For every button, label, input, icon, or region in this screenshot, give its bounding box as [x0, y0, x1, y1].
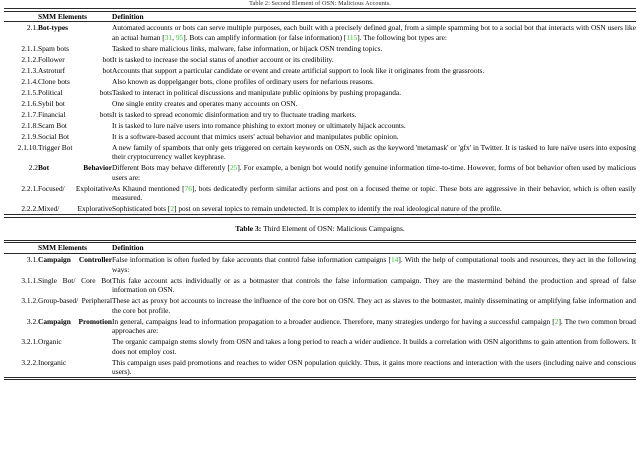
row-label: Single Bot/ Core Bot [38, 275, 112, 285]
citation-link[interactable]: 31 [164, 32, 173, 42]
row-label: Sybil bot [38, 98, 65, 108]
table-row [4, 336, 636, 356]
row-number: 2.1.7. [21, 109, 38, 119]
table-row [4, 43, 636, 54]
table-row [4, 131, 636, 142]
row-number: 2.1. [26, 23, 38, 33]
row-number: 2.1.2. [21, 54, 38, 64]
citation-link[interactable]: 95 [175, 32, 184, 42]
table3-caption [4, 218, 636, 240]
row-number: 3.2. [26, 316, 38, 326]
table-row [4, 76, 636, 87]
row-label: Astroturf bot [38, 65, 112, 75]
row-definition: A new family of spambots that only gets triggered on certain keywords on OSN, such as the keyword 'metamask' or 'gfx' in Twitter. It is tasked to lure naïve users into exposing their cryptocurrency wallet keyphrase. [112, 143, 636, 162]
table1-header-spacer [4, 12, 38, 21]
table-row [4, 315, 636, 335]
row-label: Financial bots [38, 109, 112, 119]
row-definition: False information is often fueled by fake accounts that control false information campaigns [14]. With the help of computational tools and resources, they act in the following ways: [112, 255, 636, 274]
table-row [4, 142, 636, 162]
row-number: 2.1.6. [21, 98, 38, 108]
row-label: Trigger Bot [38, 143, 73, 152]
row-definition: Also known as doppelganger bots, clone profiles of ordinary users for nefarious reasons. [112, 76, 374, 86]
table-row [4, 295, 636, 315]
row-definition: Automated accounts or bots can serve multiple purposes, each built with a precisely defined goal, from a simple spamming bot to a social bot that interacts with OSN users like an actual human [31, 95]. Bots can amplify information (or false information) [115]. The following bot types are: [112, 23, 636, 42]
table-row [4, 203, 636, 214]
table2-header-definition: Definition [112, 243, 144, 253]
row-label: Social Bot [38, 131, 69, 141]
table-row [4, 254, 636, 274]
row-number: 3.1.2. [21, 296, 38, 306]
row-definition: Accounts that support a particular candidate or event and create artificial support to look like it originates from the grassroots. [112, 65, 485, 75]
row-number: 2.2 [28, 163, 38, 173]
row-definition: This fake account acts individually or as a botmaster that controls the false information campaign. They are the mastermind behind the production and spread of false information on OSN. [112, 275, 636, 295]
citation-link[interactable]: 115 [346, 32, 358, 42]
row-number: 2.2.1. [21, 183, 38, 193]
row-definition: One single entity creates and operates many accounts on OSN. [112, 98, 298, 108]
row-definition: It is tasked to spread economic disinformation and try to fluctuate trading markets. [112, 109, 357, 119]
row-definition: In general, campaigns lead to information propagation to a broader audience. Therefore, many strategies undergo for having a successful campaign [2]. The two common broad approaches are: [112, 316, 636, 336]
row-number: 3.2.2. [21, 357, 38, 367]
clipped-previous-caption: Table 2: Second Element of OSN: Malicious Accounts. [249, 0, 391, 7]
row-number: 2.1.10. [17, 143, 38, 152]
table3-caption-prefix: Table 3: [235, 224, 262, 234]
row-number: 2.2.2. [21, 204, 38, 214]
table-row [4, 65, 636, 76]
table-row [4, 162, 636, 182]
row-label: Campaign Controller [38, 255, 112, 265]
row-label: Campaign Promotion [38, 316, 112, 326]
row-number: 2.1.3. [21, 65, 38, 75]
row-definition: These act as proxy bot accounts to increase the influence of the core bot on OSN. They act as slaves to the botmaster, mainly disseminating or amplifying false information and the core bot profile. [112, 296, 636, 315]
row-label: Mixed/ Explorative [38, 204, 112, 214]
table-malicious-accounts [4, 8, 636, 218]
table2-header-spacer [4, 243, 38, 252]
row-number: 3.1. [26, 255, 38, 265]
row-definition: Tasked to interact in political discussions and manipulate public opinions by pushing propaganda. [112, 87, 402, 97]
table-row [4, 109, 636, 120]
table-malicious-campaigns [4, 240, 636, 381]
table2-header-row [4, 243, 636, 252]
table1-header-definition: Definition [112, 11, 144, 21]
table1 [4, 12, 636, 21]
row-definition: Sophisticated bots [2] post on several topics to remain undetected. It is complex to identify the real ideological nature of the profile. [112, 204, 502, 214]
table2-bottom-rule [4, 377, 636, 381]
row-label: Bot-types [38, 23, 68, 33]
row-number: 2.1.1. [21, 43, 38, 53]
row-label: Follower bot [38, 54, 112, 64]
row-label: Inorganic [38, 357, 67, 367]
row-number: 3.2.1. [21, 337, 38, 347]
table2-body [4, 254, 636, 377]
table-row [4, 183, 636, 203]
row-definition: Tasked to share malicious links, malware, false information, or hijack OSN trending topics. [112, 43, 383, 53]
table-row [4, 98, 636, 109]
row-definition: It is a software-based account that mimics users' actual behavior and manipulates public opinion. [112, 131, 399, 141]
row-label: Group-based/ Peripheral [38, 296, 112, 306]
row-label: Focused/ Exploitative [38, 183, 112, 193]
table3-caption-text: Third Element of OSN: Malicious Campaigns. [263, 224, 405, 234]
row-label: Scam Bot [38, 120, 67, 130]
row-label: Clone bots [38, 76, 70, 86]
row-number: 3.1.1. [21, 275, 38, 285]
citation-link[interactable]: 14 [391, 255, 399, 265]
row-definition: The organic campaign stems slowly from OSN and takes a long period to reach a wider audience. It builds a correlation with OSN algorithms to gain attention from followers. It does not employ cost. [112, 337, 636, 356]
table-row [4, 87, 636, 98]
citation-link[interactable]: 2 [554, 316, 559, 326]
row-label: Political bots [38, 87, 112, 97]
table-row [4, 22, 636, 42]
table-row [4, 54, 636, 65]
citation-link[interactable]: 25 [229, 163, 238, 173]
table-row [4, 274, 636, 294]
table-row [4, 120, 636, 131]
row-definition: As Khaund mentioned [76], bots dedicatedly perform similar actions and post on a focused theme or topic. These bots are aggressive in their behavior, which is often easily measured. [112, 183, 636, 203]
table2 [4, 243, 636, 252]
citation-link[interactable]: 76 [184, 183, 192, 193]
table-row [4, 356, 636, 376]
table1-header-row [4, 12, 636, 21]
row-label: Bot Behavior [38, 163, 112, 173]
row-number: 2.1.8. [21, 120, 38, 130]
row-number: 2.1.4. [21, 76, 38, 86]
citation-link[interactable]: 2 [170, 204, 175, 214]
row-number: 2.1.9. [21, 131, 38, 141]
row-definition: Different Bots may behave differently [25]. For example, a benign bot would notify genuine information time-to-time. However, forms of bot behavior often used by malicious users are: [112, 163, 636, 182]
row-label: Spam bots [38, 43, 70, 53]
row-label: Organic [38, 337, 62, 347]
row-definition: It is tasked to increase the social status of another account or its credibility. [112, 54, 334, 64]
row-definition: This campaign uses paid promotions and reaches to wider OSN population quickly. Thus, it gains more reactions and interaction with the users (including naive and conscious users). [112, 357, 636, 376]
row-definition: It is tasked to lure naïve users into romance phishing to extort money or ultimately hijack accounts. [112, 120, 406, 130]
table2-header-smm-elements: SMM Elements [38, 243, 88, 253]
table1-body [4, 22, 636, 214]
table1-header-smm-elements: SMM Elements [38, 11, 88, 21]
row-number: 2.1.5. [21, 87, 38, 97]
